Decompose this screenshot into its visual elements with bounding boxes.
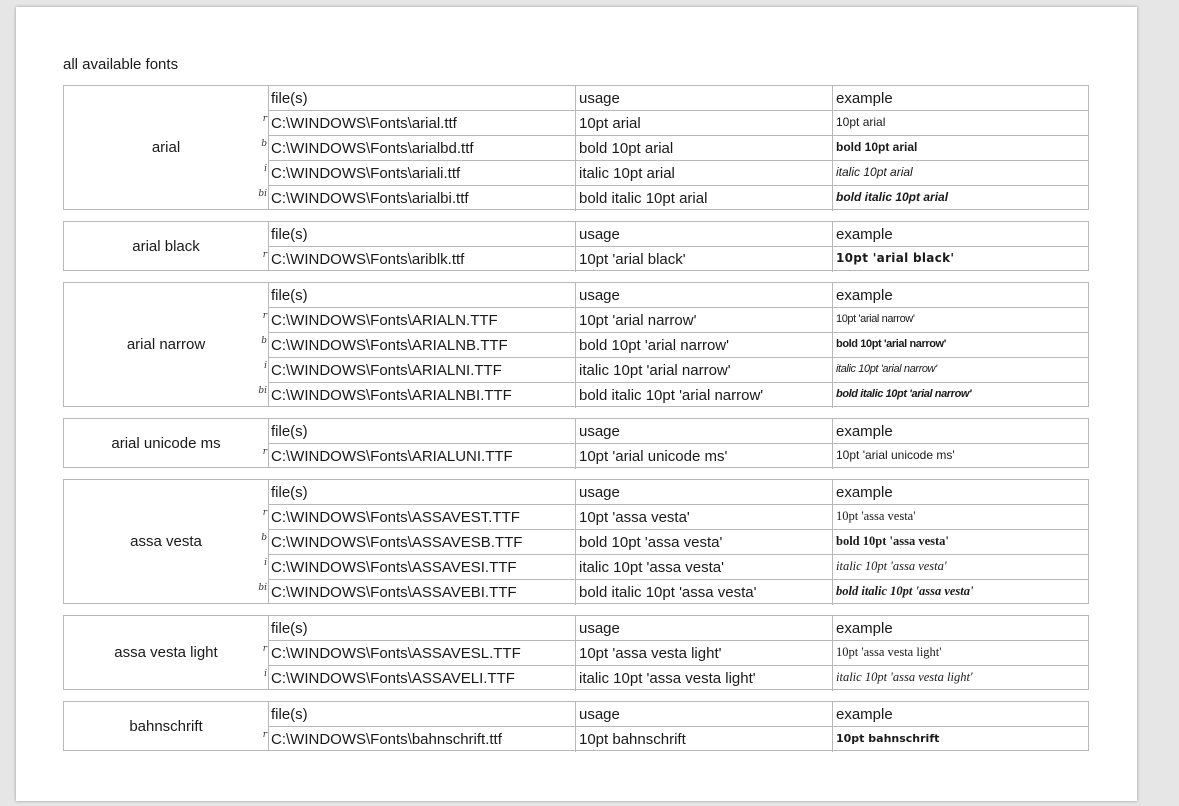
header-file: file(s) <box>269 283 576 307</box>
table-header-row <box>269 86 1088 111</box>
style-tag: i <box>264 558 267 568</box>
table-header-row <box>269 283 1088 308</box>
font-file-path: C:\WINDOWS\Fonts\ARIALNI.TTF <box>269 358 576 382</box>
header-example: example <box>836 90 893 107</box>
font-files-table <box>262 419 1088 467</box>
font-file-path: C:\WINDOWS\Fonts\arial.ttf <box>269 111 576 135</box>
font-example: 10pt 'arial unicode ms' <box>836 448 955 462</box>
font-usage: 10pt 'assa vesta' <box>576 505 833 529</box>
font-file-path: C:\WINDOWS\Fonts\ARIALN.TTF <box>269 308 576 332</box>
table-header-row <box>269 222 1088 247</box>
document-title: all available fonts <box>63 56 179 73</box>
table-row <box>264 161 1088 186</box>
font-family-name: arial <box>64 86 269 209</box>
header-file: file(s) <box>269 86 576 110</box>
style-tag: bi <box>258 583 267 593</box>
document-page <box>16 7 1137 801</box>
font-group <box>63 418 1089 468</box>
style-tag: b <box>261 139 267 149</box>
font-group <box>63 221 1089 271</box>
header-file: file(s) <box>269 222 576 246</box>
font-family-name: assa vesta <box>64 480 269 603</box>
header-example: example <box>836 484 893 501</box>
font-file-path: C:\WINDOWS\Fonts\ARIALNBI.TTF <box>269 383 576 408</box>
table-row <box>264 555 1088 580</box>
style-tag: bi <box>258 189 267 199</box>
header-example: example <box>836 423 893 440</box>
header-file: file(s) <box>269 702 576 726</box>
font-file-path: C:\WINDOWS\Fonts\arialbd.ttf <box>269 136 576 160</box>
style-tag: r <box>262 644 267 654</box>
style-tag: bi <box>258 386 267 396</box>
font-example: italic 10pt 'arial narrow' <box>836 363 937 375</box>
font-usage: bold italic 10pt 'arial narrow' <box>576 383 833 408</box>
font-usage: italic 10pt 'assa vesta' <box>576 555 833 579</box>
style-tag: r <box>262 730 267 740</box>
font-example: 10pt bahnschrift <box>836 732 940 745</box>
font-file-path: C:\WINDOWS\Fonts\ASSAVEBI.TTF <box>269 580 576 605</box>
font-usage: bold 10pt 'arial narrow' <box>576 333 833 357</box>
font-example: 10pt 'arial narrow' <box>836 313 915 325</box>
font-files-table <box>262 222 1088 270</box>
style-tag: r <box>262 114 267 124</box>
style-tag: i <box>264 669 267 679</box>
font-files-table <box>258 283 1088 406</box>
font-group <box>63 479 1089 604</box>
header-usage: usage <box>576 702 833 726</box>
font-family-name: arial black <box>64 222 269 270</box>
font-files-table <box>258 86 1088 209</box>
header-example: example <box>836 620 893 637</box>
font-file-path: C:\WINDOWS\Fonts\ARIALUNI.TTF <box>269 444 576 469</box>
font-family-name: bahnschrift <box>64 702 269 750</box>
header-example: example <box>836 226 893 243</box>
font-example: bold 10pt arial <box>836 140 918 154</box>
font-usage: italic 10pt 'arial narrow' <box>576 358 833 382</box>
font-example: bold italic 10pt 'arial narrow' <box>836 388 972 400</box>
font-file-path: C:\WINDOWS\Fonts\arialbi.ttf <box>269 186 576 211</box>
table-header-row <box>269 419 1088 444</box>
font-file-path: C:\WINDOWS\Fonts\ARIALNB.TTF <box>269 333 576 357</box>
header-usage: usage <box>576 480 833 504</box>
font-file-path: C:\WINDOWS\Fonts\ASSAVESI.TTF <box>269 555 576 579</box>
style-tag: b <box>261 533 267 543</box>
table-row <box>258 383 1088 408</box>
font-family-name: arial narrow <box>64 283 269 406</box>
font-file-path: C:\WINDOWS\Fonts\ariali.ttf <box>269 161 576 185</box>
table-row <box>262 111 1088 136</box>
font-group <box>63 615 1089 690</box>
style-tag: r <box>262 508 267 518</box>
font-family-name: arial unicode ms <box>64 419 269 467</box>
style-tag: i <box>264 164 267 174</box>
style-tag: b <box>261 336 267 346</box>
font-file-path: C:\WINDOWS\Fonts\ASSAVESB.TTF <box>269 530 576 554</box>
table-row <box>264 666 1088 691</box>
font-group <box>63 701 1089 751</box>
font-usage: bold italic 10pt arial <box>576 186 833 211</box>
table-row <box>261 530 1088 555</box>
font-example: bold italic 10pt 'assa vesta' <box>836 584 974 598</box>
font-family-name: assa vesta light <box>64 616 269 689</box>
font-usage: italic 10pt 'assa vesta light' <box>576 666 833 691</box>
style-tag: r <box>262 447 267 457</box>
font-file-path: C:\WINDOWS\Fonts\ASSAVESL.TTF <box>269 641 576 665</box>
header-usage: usage <box>576 86 833 110</box>
font-group <box>63 85 1089 210</box>
font-usage: italic 10pt arial <box>576 161 833 185</box>
font-example: italic 10pt arial <box>836 165 913 179</box>
font-usage: 10pt 'assa vesta light' <box>576 641 833 665</box>
style-tag: r <box>262 250 267 260</box>
header-usage: usage <box>576 419 833 443</box>
font-usage: 10pt 'arial narrow' <box>576 308 833 332</box>
table-row <box>262 444 1088 469</box>
table-header-row <box>269 702 1088 727</box>
font-usage: 10pt arial <box>576 111 833 135</box>
font-example: 10pt 'assa vesta light' <box>836 645 942 659</box>
font-usage: bold italic 10pt 'assa vesta' <box>576 580 833 605</box>
font-file-path: C:\WINDOWS\Fonts\ASSAVEST.TTF <box>269 505 576 529</box>
font-example: 10pt 'assa vesta' <box>836 509 916 523</box>
table-row <box>258 580 1088 605</box>
table-row <box>262 727 1088 752</box>
table-row <box>261 136 1088 161</box>
font-example: 10pt 'arial black' <box>836 251 955 265</box>
font-example: bold 10pt 'assa vesta' <box>836 534 949 548</box>
style-tag: r <box>262 311 267 321</box>
table-header-row <box>269 480 1088 505</box>
font-files-table <box>262 616 1088 689</box>
table-row <box>258 186 1088 211</box>
header-usage: usage <box>576 283 833 307</box>
header-usage: usage <box>576 616 833 640</box>
table-header-row <box>269 616 1088 641</box>
style-tag: i <box>264 361 267 371</box>
header-file: file(s) <box>269 616 576 640</box>
font-file-path: C:\WINDOWS\Fonts\bahnschrift.ttf <box>269 727 576 752</box>
table-row <box>262 247 1088 272</box>
font-example: bold 10pt 'arial narrow' <box>836 338 946 350</box>
font-example: italic 10pt 'assa vesta' <box>836 559 947 573</box>
font-files-table <box>258 480 1088 603</box>
header-example: example <box>836 287 893 304</box>
font-file-path: C:\WINDOWS\Fonts\ariblk.ttf <box>269 247 576 272</box>
table-row <box>262 505 1088 530</box>
font-example: bold italic 10pt arial <box>836 190 949 204</box>
table-row <box>264 358 1088 383</box>
font-usage: 10pt bahnschrift <box>576 727 833 752</box>
font-usage: bold 10pt arial <box>576 136 833 160</box>
header-example: example <box>836 706 893 723</box>
table-row <box>262 641 1088 666</box>
table-row <box>262 308 1088 333</box>
font-group <box>63 282 1089 407</box>
font-example: 10pt arial <box>836 115 886 129</box>
font-usage: 10pt 'arial black' <box>576 247 833 272</box>
header-usage: usage <box>576 222 833 246</box>
font-file-path: C:\WINDOWS\Fonts\ASSAVELI.TTF <box>269 666 576 691</box>
font-usage: bold 10pt 'assa vesta' <box>576 530 833 554</box>
font-files-table <box>262 702 1088 750</box>
table-row <box>261 333 1088 358</box>
header-file: file(s) <box>269 480 576 504</box>
font-usage: 10pt 'arial unicode ms' <box>576 444 833 469</box>
font-example: italic 10pt 'assa vesta light' <box>836 670 973 684</box>
header-file: file(s) <box>269 419 576 443</box>
